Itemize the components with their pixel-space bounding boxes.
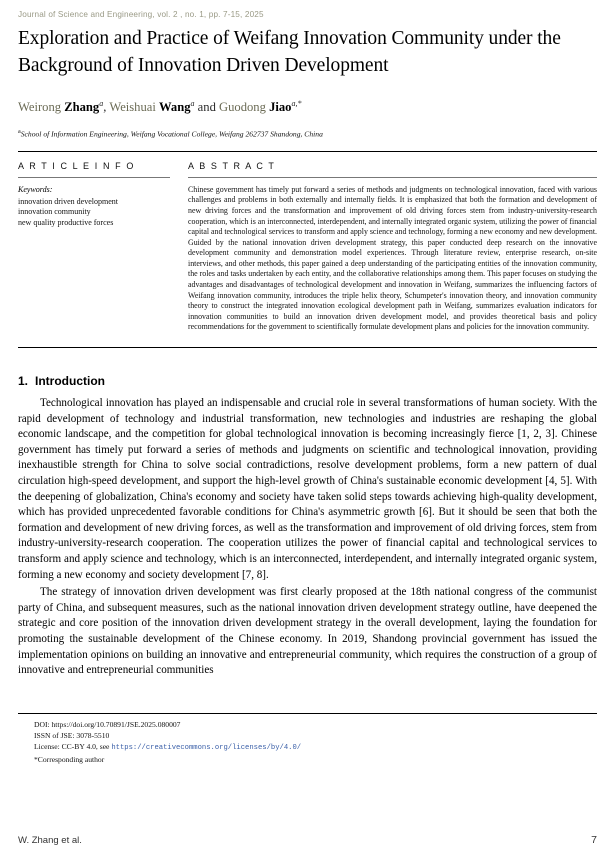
abstract-divider <box>188 177 597 178</box>
page-title: Exploration and Practice of Weifang Innovation Community under the Background of Innovation Driven Development <box>18 28 561 76</box>
article-info-column <box>18 152 188 333</box>
author-affiliation-marker: a,* <box>291 99 302 108</box>
section-heading <box>18 374 597 388</box>
abstract-heading: A B S T R A C T <box>188 160 276 171</box>
license-url[interactable]: https://creativecommons.org/licenses/by/4.0/ <box>111 744 302 753</box>
author-separator: , <box>103 100 110 115</box>
author-family-name: Wang <box>159 100 191 115</box>
paragraph: Technological innovation has played an indispensable and crucial role in several transformations of human society. With the rapid development of technology and industrial transformation, new technologies and industries are reshaping the global economic landscape, and the competition for global technological innovation is becoming increasingly fierce [1, 2, 3]. Chinese government has timely put forward a series of methods and judgments on scientific and technological innovation, providing inexhaustible strength for China to solve social contradictions, resolve development problems, form a new pattern of dual circulation high-speed development, and support the high-level growth of China's sustainable economic development [4, 5]. With the deepening of globalization, China's economy and society have taken solid steps towards achieving high-quality development, which has provided unprecedented favorable conditions for China's asymmetric growth [6]. But it should be seen that both the formation and development of new driving forces, as well as the transformation and improvement of old driving forces, stem from industry-university-research cooperation. The cooperation utilizes the power of financial capital and technological services to transform and apply science and technology, which is an interconnected, interdependent, and internally integrated organic system, forming a new economy and society development [7, 8]. <box>18 397 597 581</box>
author-affiliation-marker: a <box>99 99 104 108</box>
article-info-heading: A R T I C L E I N F O <box>18 160 135 171</box>
page-footer <box>18 834 597 846</box>
author-family-name: Jiao <box>269 100 292 115</box>
footer-running-author: W. Zhang et al. <box>18 835 82 846</box>
issn-line: ISSN of JSE: 3078-5510 <box>34 730 110 740</box>
author-family-name: Zhang <box>64 100 100 115</box>
author-entry <box>219 100 301 114</box>
author-entry <box>109 100 194 114</box>
abstract-bottom-divider <box>18 347 597 348</box>
doi-line[interactable]: DOI: https://doi.org/10.70891/JSE.2025.080007 <box>34 719 181 729</box>
author-given-name: Guodong <box>219 100 266 115</box>
author-given-name: Weirong <box>18 100 62 115</box>
paragraph: The strategy of innovation driven development was first clearly proposed at the 18th national congress of the communist party of China, and subsequent measures, such as the national innovation driven development strategy outline, have deepened the strategic and core position of the innovation driven development strategy in the overall development, laying the foundation for promoting the sustainable development of the Chinese economy. In 2019, Shandong provincial government has issued the implementation opinions on building an innovative and entrepreneurial community, which requires the construction of a group of innovative and entrepreneurial communities <box>18 586 597 677</box>
article-info-divider <box>18 177 170 178</box>
keywords-label: Keywords: <box>18 184 53 194</box>
license-prefix: License: CC-BY 4.0, see <box>34 742 112 752</box>
page-number: 7 <box>591 834 597 846</box>
keyword-item: innovation driven development <box>18 196 118 206</box>
footnote-divider <box>18 713 597 714</box>
abstract-text: Chinese government has timely put forward a series of methods and judgments on technological innovation, faced with various challenges and problems in both externally and internally fields. It is emphasized that both the formation and development of new driving forces and the transformation and improvement of old driving forces stem from industry-university-research cooperation, which is an interconnected, interdependent, and internally integrated organic system, utilizing the power of financial capital and technological services to transform and apply science and technology, forming a new economy and new development. Guided by the national innovation driven development strategy, this paper conducted deep research on the innovative development community and demonstration model experiences. Through literature review, enterprise research, on-site interviews, and other methods, this paper gained a deep understanding of the participating entities of the innovation community, the roles and tasks undertaken by each entity, and the collaborative relationships among them. This paper focuses on studying the advantages and disadvantages of technological development and innovation in Weifang, summarizes the influencing factors of Weifang innovation community, introduces the triple helix theory, Schumpeter's innovation theory, and innovation community theory to construct the integrated innovation ecological development path in Weifang, summarizes evaluation indicators for innovation communities to build an innovation driven development model, and provides theoretical basis and policy recommendations for the government to scientifically formulate development plans and policies for the innovation community. <box>188 184 598 332</box>
affiliation-marker: a <box>18 128 21 136</box>
affiliation <box>18 128 597 139</box>
license-line <box>34 741 597 754</box>
author-entry <box>18 100 103 114</box>
section-heading-text: Introduction <box>35 374 105 389</box>
journal-running-head: Journal of Science and Engineering, vol. 2 , no. 1, pp. 7-15, 2025 <box>18 10 264 19</box>
author-list <box>18 95 597 116</box>
footnote-block <box>18 719 597 766</box>
section-number: 1. <box>18 374 29 389</box>
introduction-section <box>18 374 597 679</box>
keyword-item: new quality productive forces <box>18 217 114 227</box>
info-abstract-columns <box>18 152 597 333</box>
keywords-list <box>18 197 170 229</box>
affiliation-text: School of Information Engineering, Weifang Vocational College, Weifang 262737 Shandong, China <box>20 129 323 139</box>
corresponding-author-note: *Corresponding author <box>34 755 105 765</box>
author-affiliation-marker: a <box>190 99 195 108</box>
abstract-column <box>188 152 597 333</box>
author-given-name: Weishuai <box>109 100 156 115</box>
keyword-item: innovation community <box>18 207 91 217</box>
author-separator: and <box>194 100 220 115</box>
